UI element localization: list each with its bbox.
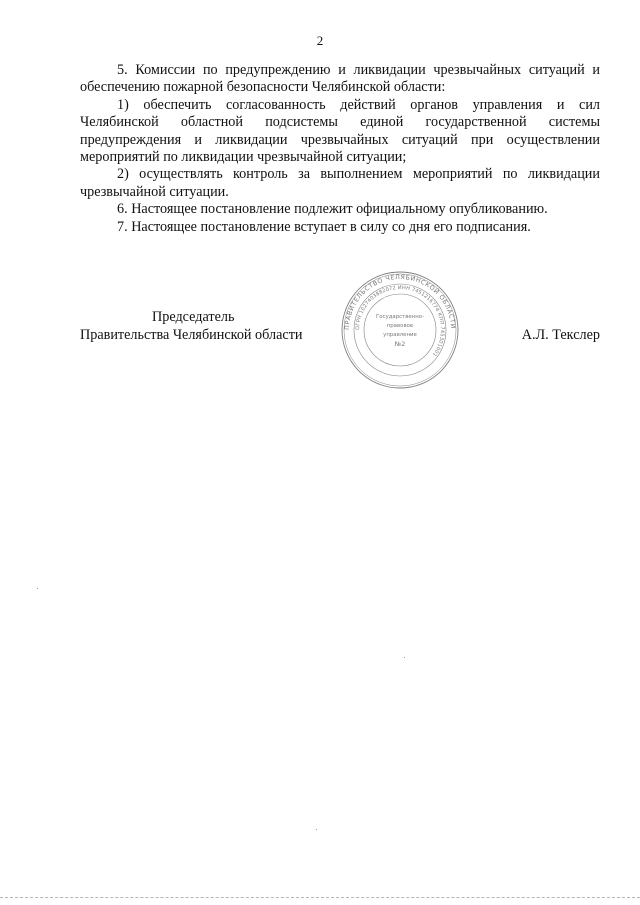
signatory-title-line2: Правительства Челябинской области <box>80 327 303 343</box>
signatory-name: А.Л. Текслер <box>521 327 600 343</box>
document-body <box>80 62 600 236</box>
seal-inner-line3: управление <box>383 332 417 338</box>
paragraph-subitem-2: 2) осуществлять контроль за выполнением мероприятий по ликвидации чрезвычайной ситуации. <box>80 166 600 200</box>
paragraph-item-7: 7. Настоящее постановление вступает в силу со дня его подписания. <box>117 218 531 235</box>
seal-inner-line4: №2 <box>394 340 406 348</box>
scan-speck <box>404 657 405 658</box>
seal-outer-text: ПРАВИТЕЛЬСТВО ЧЕЛЯБИНСКОЙ ОБЛАСТИ <box>343 273 457 331</box>
scan-speck <box>37 588 38 589</box>
seal-ring-text: ОГРН 1027403882072 ИНН 7451216774 КПП 745301001 <box>354 284 446 358</box>
paragraph-item-5: 5. Комиссии по предупреждению и ликвидации чрезвычайных ситуаций и обеспечению пожарной безопасности Челябинской области: <box>80 62 600 96</box>
official-seal-stamp <box>340 270 460 390</box>
scan-speck <box>316 829 317 830</box>
seal-inner-line2: правовое <box>386 323 414 329</box>
scan-edge-line <box>0 897 640 898</box>
seal-inner-line1: Государственно- <box>375 314 425 320</box>
paragraph-item-6: 6. Настоящее постановление подлежит официальному опубликованию. <box>117 201 548 218</box>
signatory-title-line1: Председатель <box>152 309 235 325</box>
paragraph-subitem-1: 1) обеспечить согласованность действий органов управления и сил Челябинской областной подсистемы единой государственной системы предупреждения и ликвидации чрезвычайных ситуаций при осуществлении мероприятий по ликвидации чрезвычайной ситуации; <box>80 96 600 166</box>
page-number: 2 <box>316 33 324 48</box>
